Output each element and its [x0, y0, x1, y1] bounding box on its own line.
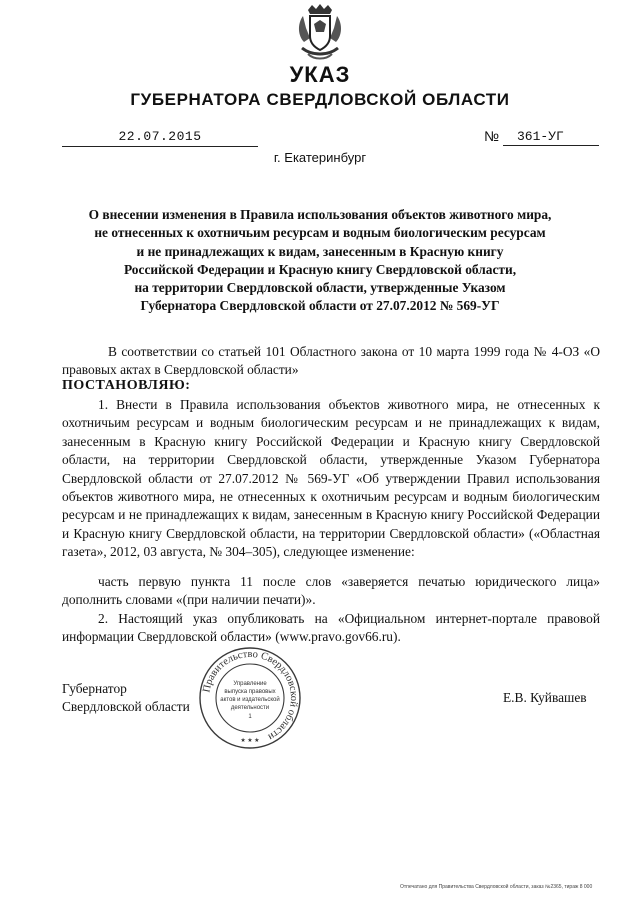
heading-line: и не принадлежащих к видам, занесенным в Красную книгу	[136, 243, 504, 259]
document-heading	[40, 206, 600, 316]
number-label: №	[484, 128, 500, 144]
document-number: 361-УГ	[503, 129, 599, 146]
seal-inner-line: Управление	[233, 681, 267, 687]
heading-line: О внесении изменения в Правила использования объектов животного мира,	[88, 207, 552, 222]
official-seal-stamp	[198, 646, 302, 750]
signer-name: Е.В. Куйвашев	[503, 690, 587, 705]
seal-ring-text: Правительство Свердловской области	[201, 648, 300, 743]
signer-position-line: Свердловской области	[62, 699, 190, 715]
seal-inner-line: актов и издательской	[220, 697, 280, 703]
coat-of-arms-icon	[294, 2, 346, 64]
document-date: 22.07.2015	[62, 129, 258, 147]
item-1-paragraph: 1. Внести в Правила использования объектов животного мира, не отнесенных к охотничьим ресурсам и водным биологическим ресурсам и не принадлежащих к видам, занесенным в Красную книгу Российской Федерации и Красную книгу Свердловской области, на территории Свердловской области, утвержденные Указом Губернатора Свердловской области от 27.07.2012 № 569-УГ «Об утверждении Правил использования объектов животного мира, не отнесенных к охотничьим ресурсам и водным биологическим ресурсам и не принадлежащих к видам, занесенным в Красную книгу Российской Федерации и Красную книгу Свердловской области, на территории Свердловской области» («Областная газета», 2012, 03 августа, № 304–305), следующее изменение:	[62, 397, 600, 560]
item-2-paragraph: 2. Настоящий указ опубликовать на «Официальном интернет-портале правовой информации Свердловской области» (www.pravo.gov66.ru).	[62, 611, 600, 645]
seal-inner-line: деятельности	[230, 705, 270, 711]
signer-position-line: Губернатор	[62, 681, 127, 696]
city-line: г. Екатеринбург	[273, 150, 367, 165]
print-footer-note: Отпечатано для Правительства Свердловской области, заказ №2365, тираж 8 000	[400, 884, 593, 890]
seal-inner-line: 1	[248, 714, 252, 720]
seal-inner-line: выпуска правовых	[224, 689, 276, 695]
item-1-change-paragraph: часть первую пункта 11 после слов «заверяется печатью юридического лица» дополнить словами «(при наличии печати)».	[62, 574, 600, 608]
heading-line: на территории Свердловской области, утвержденные Указом	[134, 280, 506, 296]
issuer-subtitle: ГУБЕРНАТОРА СВЕРДЛОВСКОЙ ОБЛАСТИ	[130, 90, 510, 109]
decree-word: ПОСТАНОВЛЯЮ:	[62, 378, 191, 393]
heading-line: не отнесенных к охотничьим ресурсам и водным биологическим ресурсам	[94, 225, 546, 241]
seal-stars-icon: ★ ★ ★	[240, 738, 260, 744]
document-type-title: УКАЗ	[289, 62, 351, 87]
signer-position	[62, 680, 190, 717]
preamble-paragraph: В соответствии со статьей 101 Областного закона от 10 марта 1999 года № 4-ОЗ «О правовых актах в Свердловской области»	[62, 344, 600, 378]
heading-line: Губернатора Свердловской области от 27.07.2012 № 569-УГ	[140, 298, 500, 314]
heading-line: Российской Федерации и Красную книгу Свердловской области,	[123, 261, 517, 277]
